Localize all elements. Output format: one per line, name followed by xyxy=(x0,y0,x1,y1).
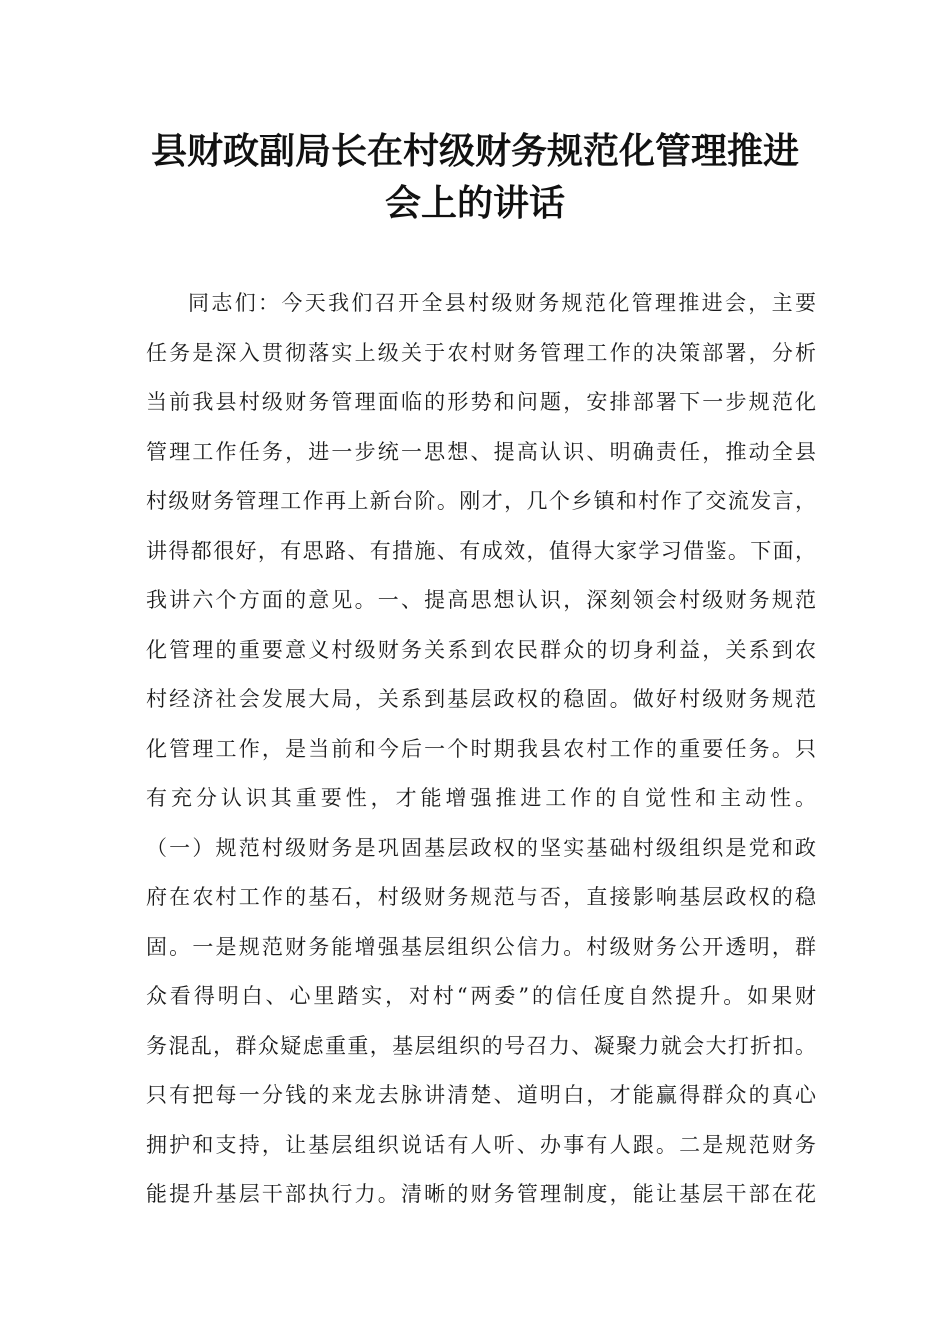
body-line-2: 任务是深入贯彻落实上级关于农村财务管理工作的决策部署，分析 xyxy=(146,340,816,365)
body-line-18: 拥护和支持，让基层组织说话有人听、办事有人跟。二是规范财务 xyxy=(146,1132,816,1157)
body-line-3: 当前我县村级财务管理面临的形势和问题，安排部署下一步规范化 xyxy=(146,390,816,414)
title-line-2: 会上的讲话 xyxy=(384,183,565,224)
body-line-7: 我讲六个方面的意见。一、提高思想认识，深刻领会村级财务规范 xyxy=(146,588,816,612)
body-line-16: 务混乱，群众疑虑重重，基层组织的号召力、凝聚力就会大打折扣。 xyxy=(146,1033,816,1058)
body-line-4: 管理工作任务，进一步统一思想、提高认识、明确责任，推动全县 xyxy=(146,439,816,464)
body-line-13: 府在农村工作的基石，村级财务规范与否，直接影响基层政权的稳 xyxy=(146,885,816,909)
body-line-8: 化管理的重要意义村级财务关系到农民群众的切身利益，关系到农 xyxy=(146,637,816,662)
speech-body xyxy=(146,279,816,1220)
body-line-6: 讲得都很好，有思路、有措施、有成效，值得大家学习借鉴。下面， xyxy=(146,538,816,563)
body-line-17: 只有把每一分钱的来龙去脉讲清楚、道明白，才能赢得群众的真心 xyxy=(146,1083,816,1107)
body-line-5: 村级财务管理工作再上新台阶。刚才，几个乡镇和村作了交流发言， xyxy=(146,489,816,513)
document-title xyxy=(0,126,950,230)
body-line-15: 众看得明白、心里踏实，对村“两委”的信任度自然提升。如果财 xyxy=(146,984,816,1008)
title-line-1: 县财政副局长在村级财务规范化管理推进 xyxy=(150,131,799,172)
body-line-1: 同志们：今天我们召开全县村级财务规范化管理推进会，主要 xyxy=(188,291,816,315)
body-line-14: 固。一是规范财务能增强基层组织公信力。村级财务公开透明，群 xyxy=(146,934,816,959)
body-line-12: （一）规范村级财务是巩固基层政权的坚实基础村级组织是党和政 xyxy=(146,835,816,860)
body-line-10: 化管理工作，是当前和今后一个时期我县农村工作的重要任务。只 xyxy=(146,736,816,761)
body-line-11: 有充分认识其重要性，才能增强推进工作的自觉性和主动性。 xyxy=(146,786,816,810)
body-line-9: 村经济社会发展大局，关系到基层政权的稳固。做好村级财务规范 xyxy=(146,687,816,711)
body-line-19: 能提升基层干部执行力。清晰的财务管理制度，能让基层干部在花 xyxy=(146,1182,816,1206)
